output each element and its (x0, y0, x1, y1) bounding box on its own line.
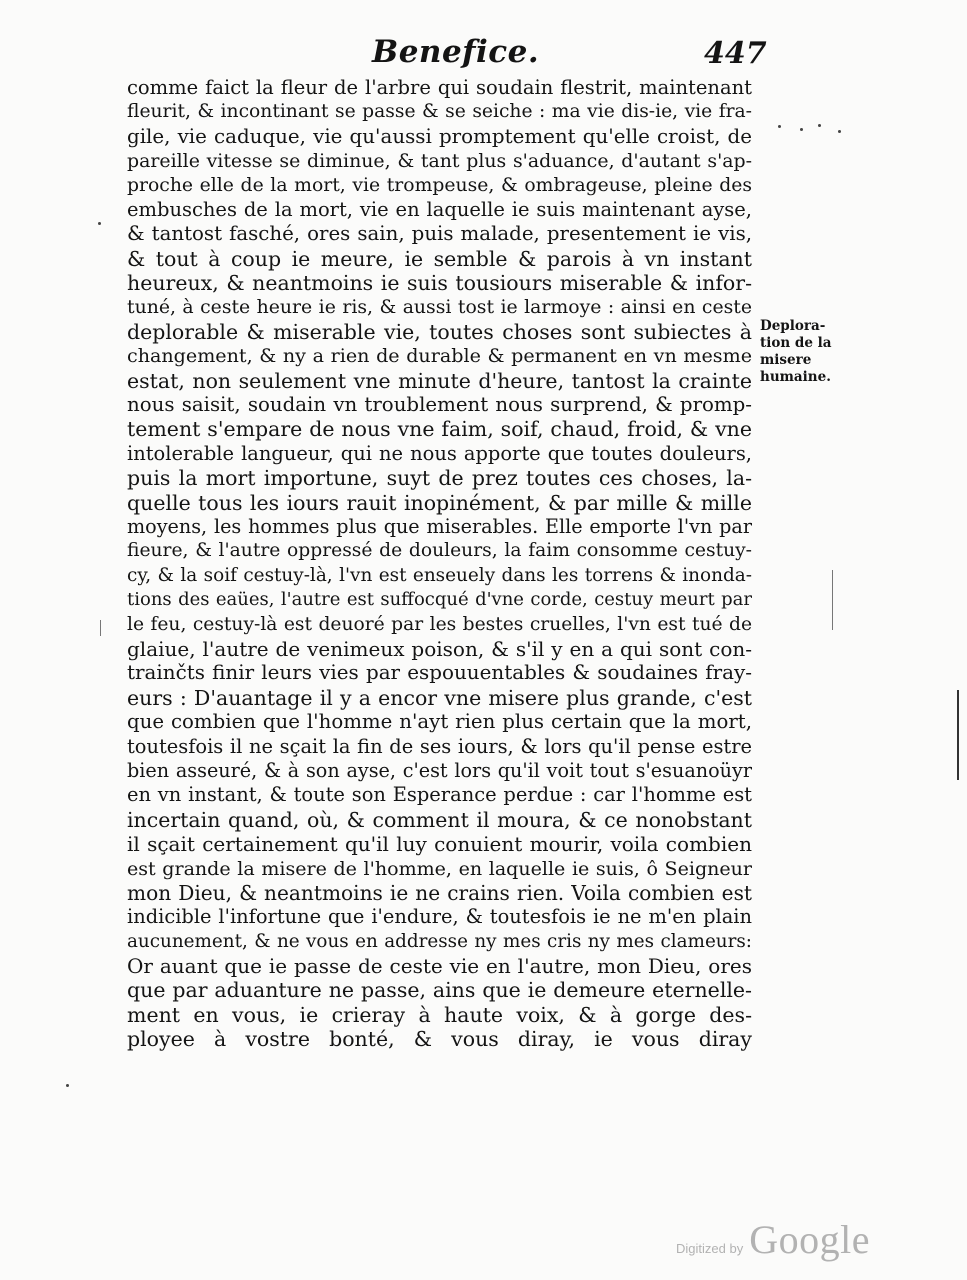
scan-margin-line (957, 690, 959, 780)
text-line: estat, non seulement vne minute d'heure, tantost la crainte (127, 368, 752, 393)
text-line: que combien que l'homme n'ayt rien plus certain que la mort, (127, 710, 752, 734)
marginal-note (760, 318, 842, 386)
text-line: intolerable langueur, qui ne nous apporte que toutes douleurs, (127, 441, 752, 465)
text-line: en vn instant, & toute son Esperance perdue : car l'homme est (127, 783, 752, 807)
scan-speck (818, 124, 821, 127)
text-line: incertain quand, où, & comment il moura, & ce nonobstant (127, 807, 752, 832)
text-line: aucunement, & ne vous en addresse ny mes cris ny mes clameurs: (127, 930, 752, 952)
digitized-label: Digitized by (676, 1241, 744, 1256)
google-logo: Google (749, 1217, 870, 1262)
marginal-note-line: humaine. (760, 369, 831, 385)
text-line: quelle tous les iours rauit inopinément, & par mille & mille (127, 490, 752, 515)
text-line: eurs : D'auantage il y a encor vne misere plus grande, c'est (127, 685, 752, 710)
scan-speck (838, 130, 841, 133)
text-line: mon Dieu, & neantmoins ie ne crains rien. Voila combien est (127, 880, 752, 905)
text-line: toutesfois il ne sçait la fin de ses iours, & lors qu'il pense estre (127, 734, 752, 758)
text-line: heureux, & neantmoins ie suis tousiours miserable & infor- (127, 271, 752, 296)
page-number: 447 (704, 36, 767, 71)
text-line: ployee à vostre bonté, & vous diray, ie vous diray (127, 1027, 752, 1052)
body-text (127, 76, 752, 1052)
scan-speck (66, 1084, 69, 1087)
text-line: indicible l'infortune que i'endure, & toutesfois ie ne m'en plain (127, 905, 752, 929)
text-line: fleurit, & incontinant se passe & se seiche : ma vie dis-ie, vie fra- (127, 101, 752, 123)
text-line: comme faict la fleur de l'arbre qui soudain flestrit, maintenant (127, 76, 752, 99)
marginal-note-line: Deplora- (760, 318, 826, 334)
text-line: tuné, à ceste heure ie ris, & aussi tost ie larmoye : ainsi en ceste (127, 296, 752, 318)
text-line: pareille vitesse se diminue, & tant plus s'aduance, d'autant s'ap- (127, 150, 752, 173)
text-line: embusches de la mort, vie en laquelle ie suis maintenant ayse, (127, 197, 752, 221)
text-line: proche elle de la mort, vie trompeuse, & ombrageuse, pleine des (127, 174, 752, 196)
scan-speck (778, 125, 781, 128)
text-line: que par aduanture ne passe, ains que ie demeure eternelle- (127, 978, 752, 1003)
text-line: glaiue, l'autre de venimeux poison, & s'il y en a qui sont con- (127, 636, 752, 661)
text-line: tement s'empare de nous vne faim, soif, chaud, froid, & vne (127, 417, 752, 442)
text-line: cy, & la soif cestuy-là, l'vn est enseuely dans les torrens & inonda- (127, 564, 752, 586)
scan-speck (98, 222, 101, 225)
text-line: & tantost fasché, ores sain, puis malade, presentement ie vis, (127, 222, 752, 246)
marginal-note-line: tion de la (760, 335, 832, 351)
text-line: est grande la misere de l'homme, en laquelle ie suis, ô Seigneur (127, 857, 752, 880)
marginal-note-line: misere (760, 352, 812, 368)
text-line: tions des eaües, l'autre est suffocqué d'vne corde, cestuy meurt par (127, 589, 752, 611)
text-line: changement, & ny a rien de durable & permanent en vn mesme (127, 344, 752, 368)
text-line: nous saisit, soudain vn troublement nous surprend, & promp- (127, 393, 752, 417)
text-line: deplorable & miserable vie, toutes choses sont subiectes à (127, 319, 752, 344)
text-line: & tout à coup ie meure, ie semble & parois à vn instant (127, 246, 752, 271)
text-line: Or auant que ie passe de ceste vie en l'autre, mon Dieu, ores (127, 954, 752, 979)
text-line: moyens, les hommes plus que miserables. Elle emporte l'vn par (127, 515, 752, 539)
running-header-title: Benefice. (372, 34, 540, 70)
text-line: puis la mort importune, suyt de prez toutes ces choses, la- (127, 466, 752, 491)
text-line: trainčts finir leurs vies par espouuentables & soudaines fray- (127, 661, 752, 685)
scan-speck (800, 128, 803, 131)
text-line: fieure, & l'autre oppressé de douleurs, la faim consomme cestuy- (127, 540, 752, 562)
text-line: bien asseuré, & à son ayse, c'est lors qu'il voit tout s'esuanoüyr (127, 758, 752, 782)
text-line: le feu, cestuy-là est deuoré par les bestes cruelles, l'vn est tué de (127, 613, 752, 635)
scan-margin-line (100, 620, 101, 636)
text-line: gile, vie caduque, vie qu'aussi promptement qu'elle croist, de (127, 124, 752, 148)
scan-margin-line (832, 570, 833, 630)
text-line: ment en vous, ie crieray à haute voix, & à gorge des- (127, 1002, 752, 1027)
text-line: il sçait certainement qu'il luy conuient mourir, voila combien (127, 832, 752, 857)
digitized-watermark (676, 1216, 870, 1263)
